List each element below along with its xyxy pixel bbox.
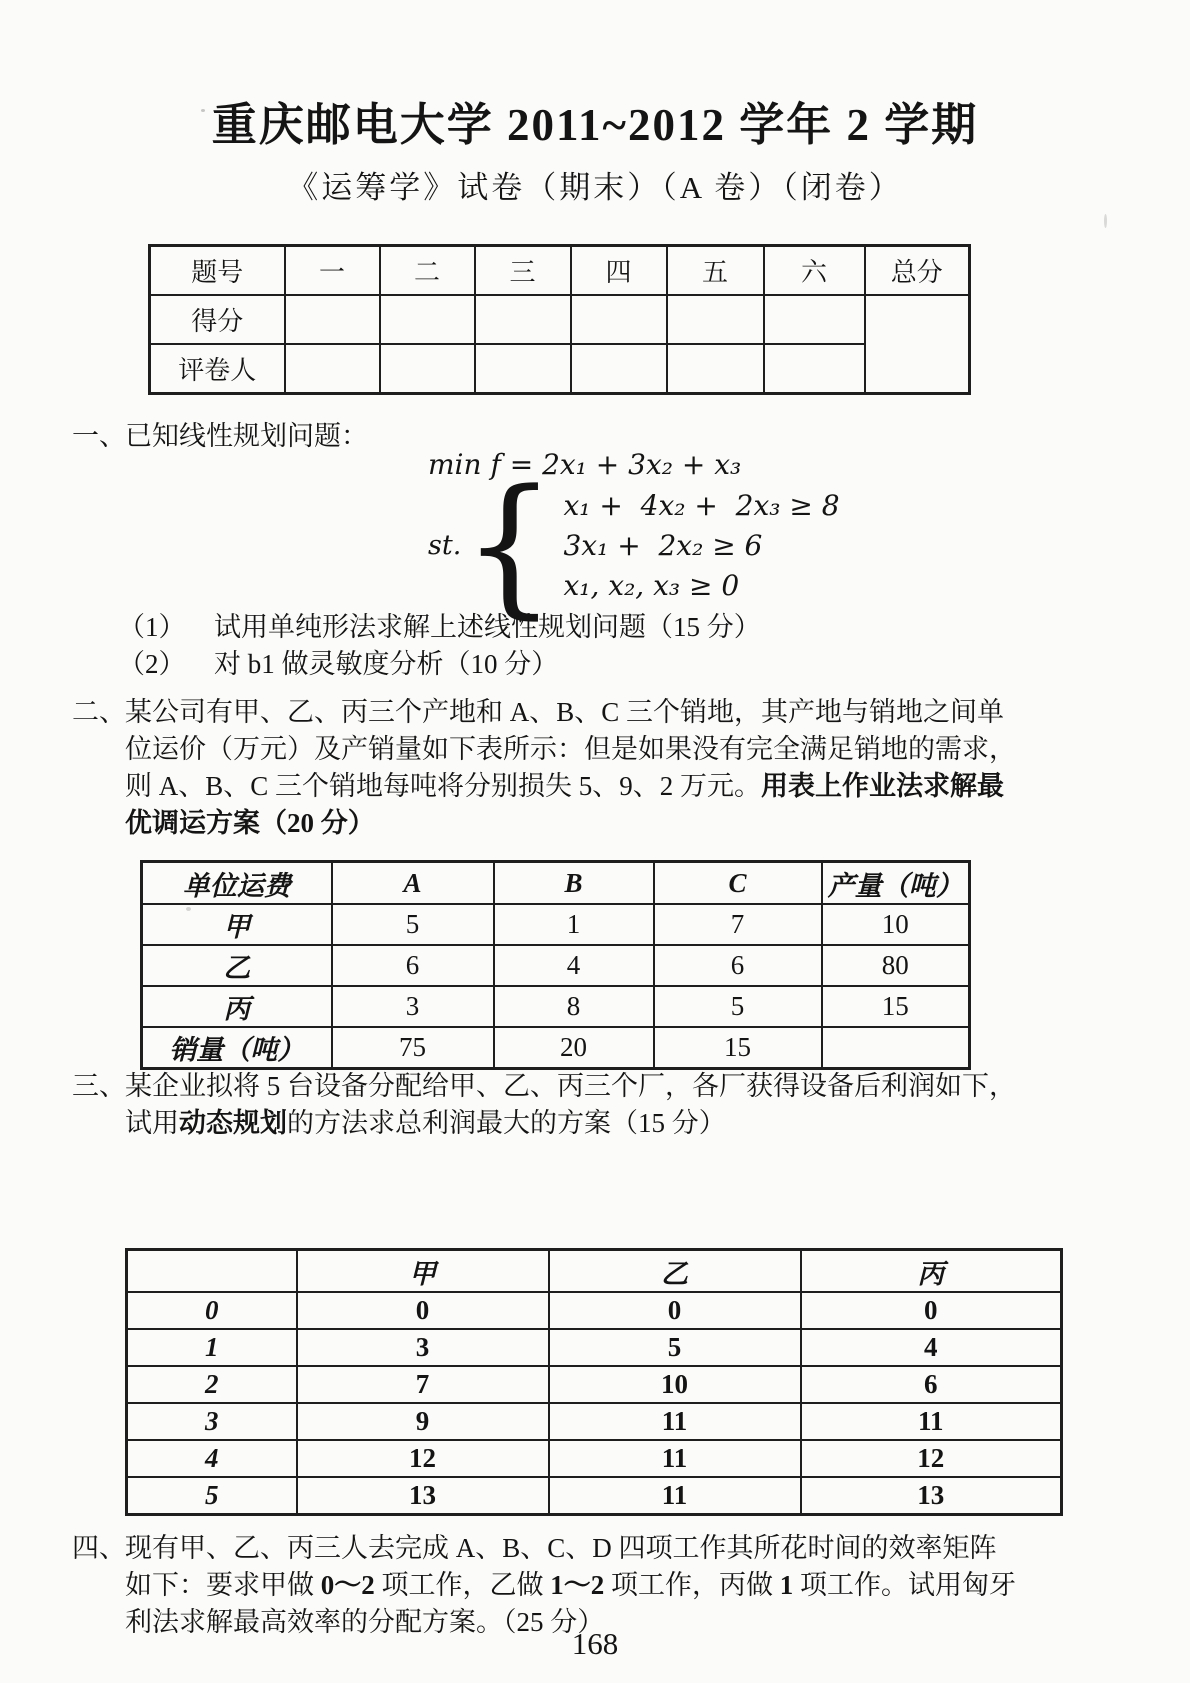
table-cell: 15 bbox=[654, 1027, 822, 1069]
score-row-label: 得分 bbox=[150, 295, 285, 344]
table-cell: 13 bbox=[297, 1477, 549, 1515]
question-2-line bbox=[125, 731, 1142, 768]
question-3-number: 三、 bbox=[72, 1071, 126, 1101]
table-cell: 销量（吨） bbox=[142, 1027, 332, 1069]
lp-formula bbox=[428, 448, 840, 633]
question-2-line bbox=[125, 694, 1142, 731]
table-cell: 15 bbox=[822, 986, 970, 1027]
table-cell: 丙 bbox=[142, 986, 332, 1027]
score-cell bbox=[475, 295, 571, 344]
table-cell: 5 bbox=[549, 1329, 801, 1366]
table-row bbox=[142, 1027, 970, 1069]
table-cell: 11 bbox=[801, 1403, 1062, 1440]
table-cell: 3 bbox=[297, 1329, 549, 1366]
table-cell: 1 bbox=[127, 1329, 297, 1366]
question-1-parts bbox=[118, 606, 761, 680]
table-cell: 0 bbox=[801, 1292, 1062, 1329]
question-1-number: 一、 bbox=[72, 421, 126, 451]
subject-to-label: st. bbox=[428, 529, 462, 561]
table-cell: 甲 bbox=[142, 904, 332, 945]
table-row bbox=[127, 1366, 1062, 1403]
text-segment: 1～2 bbox=[550, 1570, 605, 1600]
table-row bbox=[127, 1440, 1062, 1477]
table-cell: 9 bbox=[297, 1403, 549, 1440]
table-cell: 4 bbox=[127, 1440, 297, 1477]
part-2-number: （2） bbox=[118, 649, 186, 679]
table-row bbox=[142, 986, 970, 1027]
question-2-line bbox=[125, 805, 1142, 842]
score-cell bbox=[764, 295, 865, 344]
constraints bbox=[563, 485, 839, 605]
table-cell: 10 bbox=[822, 904, 970, 945]
score-cell bbox=[571, 295, 667, 344]
question-3-line bbox=[125, 1068, 1142, 1105]
question-4-number: 四、 bbox=[72, 1533, 126, 1563]
table-row bbox=[142, 904, 970, 945]
score-cell bbox=[285, 344, 380, 394]
text-segment: 位运价（万元）及产销量如下表所示：但是如果没有完全满足销地的需求， bbox=[125, 734, 1016, 764]
question-4 bbox=[72, 1530, 1142, 1641]
score-row bbox=[150, 295, 970, 344]
score-cell bbox=[380, 295, 475, 344]
text-segment: 项工作，丙做 bbox=[604, 1570, 780, 1600]
score-row bbox=[150, 344, 970, 394]
table-cell: 5 bbox=[654, 986, 822, 1027]
table-cell: 乙 bbox=[142, 945, 332, 986]
constraint-line: x₁ + 4x₂ + 2x₃ ≥ 8 bbox=[563, 488, 840, 522]
table-cell: 3 bbox=[332, 986, 494, 1027]
page-subtitle: 《运筹学》试卷（期末）（A 卷）（闭卷） bbox=[287, 170, 903, 205]
score-cell bbox=[475, 344, 571, 394]
question-3 bbox=[72, 1068, 1142, 1142]
table-cell: 10 bbox=[549, 1366, 801, 1403]
column-header: B bbox=[494, 862, 654, 905]
part-2 bbox=[118, 643, 761, 680]
table-cell: 12 bbox=[801, 1440, 1062, 1477]
text-segment: 优调运方案（20 分） bbox=[125, 808, 375, 838]
scan-speck bbox=[186, 907, 191, 911]
scan-speck bbox=[201, 109, 205, 112]
text-segment: 试用 bbox=[125, 1108, 179, 1138]
score-total-cell bbox=[865, 295, 970, 394]
score-column-header: 五 bbox=[667, 246, 764, 296]
transport-cost-table bbox=[140, 860, 971, 1070]
table-cell: 6 bbox=[654, 945, 822, 986]
constraint-line: x₁, x₂, x₃ ≥ 0 bbox=[563, 568, 740, 602]
part-1 bbox=[118, 606, 761, 643]
objective-function: min f = 2x₁ + 3x₂ + x₃ bbox=[428, 448, 742, 481]
column-header: 甲 bbox=[297, 1250, 549, 1293]
column-header: 产量（吨） bbox=[822, 862, 970, 905]
part-2-text: 对 b1 做灵敏度分析（10 分） bbox=[214, 649, 559, 679]
table-cell: 80 bbox=[822, 945, 970, 986]
table-cell: 0 bbox=[127, 1292, 297, 1329]
text-segment: 0～2 bbox=[320, 1570, 375, 1600]
table-row bbox=[127, 1477, 1062, 1515]
score-column-header: 四 bbox=[571, 246, 667, 296]
question-3-line bbox=[125, 1105, 1142, 1142]
column-header bbox=[127, 1250, 297, 1293]
table-cell: 2 bbox=[127, 1366, 297, 1403]
column-header: A bbox=[332, 862, 494, 905]
score-cell bbox=[571, 344, 667, 394]
text-segment: 现有甲、乙、丙三人去完成 A、B、C、D 四项工作其所花时间的效率矩阵 bbox=[125, 1533, 997, 1563]
table-cell: 7 bbox=[297, 1366, 549, 1403]
profit-table bbox=[125, 1248, 1063, 1516]
score-corner-label: 题号 bbox=[150, 246, 285, 296]
table-cell: 0 bbox=[549, 1292, 801, 1329]
score-header-row bbox=[150, 246, 970, 296]
text-segment: 用表上作业法求解最 bbox=[761, 771, 1005, 801]
question-2-number: 二、 bbox=[72, 697, 126, 727]
table-cell: 5 bbox=[332, 904, 494, 945]
table-cell bbox=[822, 1027, 970, 1069]
score-row-label: 评卷人 bbox=[150, 344, 285, 394]
score-cell bbox=[285, 295, 380, 344]
table-row bbox=[127, 1329, 1062, 1366]
part-1-number: （1） bbox=[118, 612, 186, 642]
text-segment: 动态规划 bbox=[179, 1108, 287, 1138]
table-header-row bbox=[142, 862, 970, 905]
table-cell: 4 bbox=[801, 1329, 1062, 1366]
score-table bbox=[148, 244, 971, 395]
table-row bbox=[127, 1292, 1062, 1329]
text-segment: 利法求解最高效率的分配方案。（25 分） bbox=[125, 1607, 605, 1637]
score-cell bbox=[764, 344, 865, 394]
text-segment: 某公司有甲、乙、丙三个产地和 A、B、C 三个销地，其产地与销地之间单 bbox=[125, 697, 1005, 727]
score-column-header: 二 bbox=[380, 246, 475, 296]
left-brace: { bbox=[462, 457, 557, 633]
table-cell: 11 bbox=[549, 1403, 801, 1440]
table-cell: 8 bbox=[494, 986, 654, 1027]
column-header: 单位运费 bbox=[142, 862, 332, 905]
table-cell: 11 bbox=[549, 1477, 801, 1515]
score-column-header: 六 bbox=[764, 246, 865, 296]
question-2 bbox=[72, 694, 1142, 842]
table-row bbox=[127, 1403, 1062, 1440]
text-segment: 如下：要求甲做 bbox=[125, 1570, 321, 1600]
score-column-header: 一 bbox=[285, 246, 380, 296]
page-number: 168 bbox=[571, 1626, 619, 1661]
table-cell: 4 bbox=[494, 945, 654, 986]
table-cell: 7 bbox=[654, 904, 822, 945]
column-header: 丙 bbox=[801, 1250, 1062, 1293]
table-cell: 13 bbox=[801, 1477, 1062, 1515]
score-column-header: 总分 bbox=[865, 246, 970, 296]
table-cell: 5 bbox=[127, 1477, 297, 1515]
text-segment: 某企业拟将 5 台设备分配给甲、乙、丙三个厂，各厂获得设备后利润如下， bbox=[125, 1071, 1016, 1101]
text-segment: 的方法求总利润最大的方案（15 分） bbox=[287, 1108, 726, 1138]
table-cell: 20 bbox=[494, 1027, 654, 1069]
table-row bbox=[142, 945, 970, 986]
text-segment: 项工作。试用匈牙 bbox=[793, 1570, 1016, 1600]
text-segment: 项工作，乙做 bbox=[374, 1570, 551, 1600]
text-segment: 则 A、B、C 三个销地每吨将分别损失 5、9、2 万元。 bbox=[125, 771, 762, 801]
table-cell: 1 bbox=[494, 904, 654, 945]
score-cell bbox=[380, 344, 475, 394]
part-1-text: 试用单纯形法求解上述线性规划问题（15 分） bbox=[214, 612, 761, 642]
question-4-line bbox=[125, 1567, 1142, 1604]
constraint-line: 3x₁ + 2x₂ ≥ 6 bbox=[563, 528, 763, 562]
text-segment: 1 bbox=[779, 1570, 794, 1600]
table-cell: 3 bbox=[127, 1403, 297, 1440]
table-cell: 12 bbox=[297, 1440, 549, 1477]
table-cell: 75 bbox=[332, 1027, 494, 1069]
table-cell: 6 bbox=[801, 1366, 1062, 1403]
column-header: C bbox=[654, 862, 822, 905]
table-cell: 0 bbox=[297, 1292, 549, 1329]
page-title: 重庆邮电大学 2011~2012 学年 2 学期 bbox=[211, 100, 979, 150]
score-column-header: 三 bbox=[475, 246, 571, 296]
table-header-row bbox=[127, 1250, 1062, 1293]
column-header: 乙 bbox=[549, 1250, 801, 1293]
score-cell bbox=[667, 295, 764, 344]
table-cell: 11 bbox=[549, 1440, 801, 1477]
score-cell bbox=[667, 344, 764, 394]
text-segment: 已知线性规划问题： bbox=[125, 421, 368, 451]
question-4-line bbox=[125, 1530, 1142, 1567]
question-2-line bbox=[125, 768, 1142, 805]
table-cell: 6 bbox=[332, 945, 494, 986]
scan-speck bbox=[1104, 214, 1107, 228]
